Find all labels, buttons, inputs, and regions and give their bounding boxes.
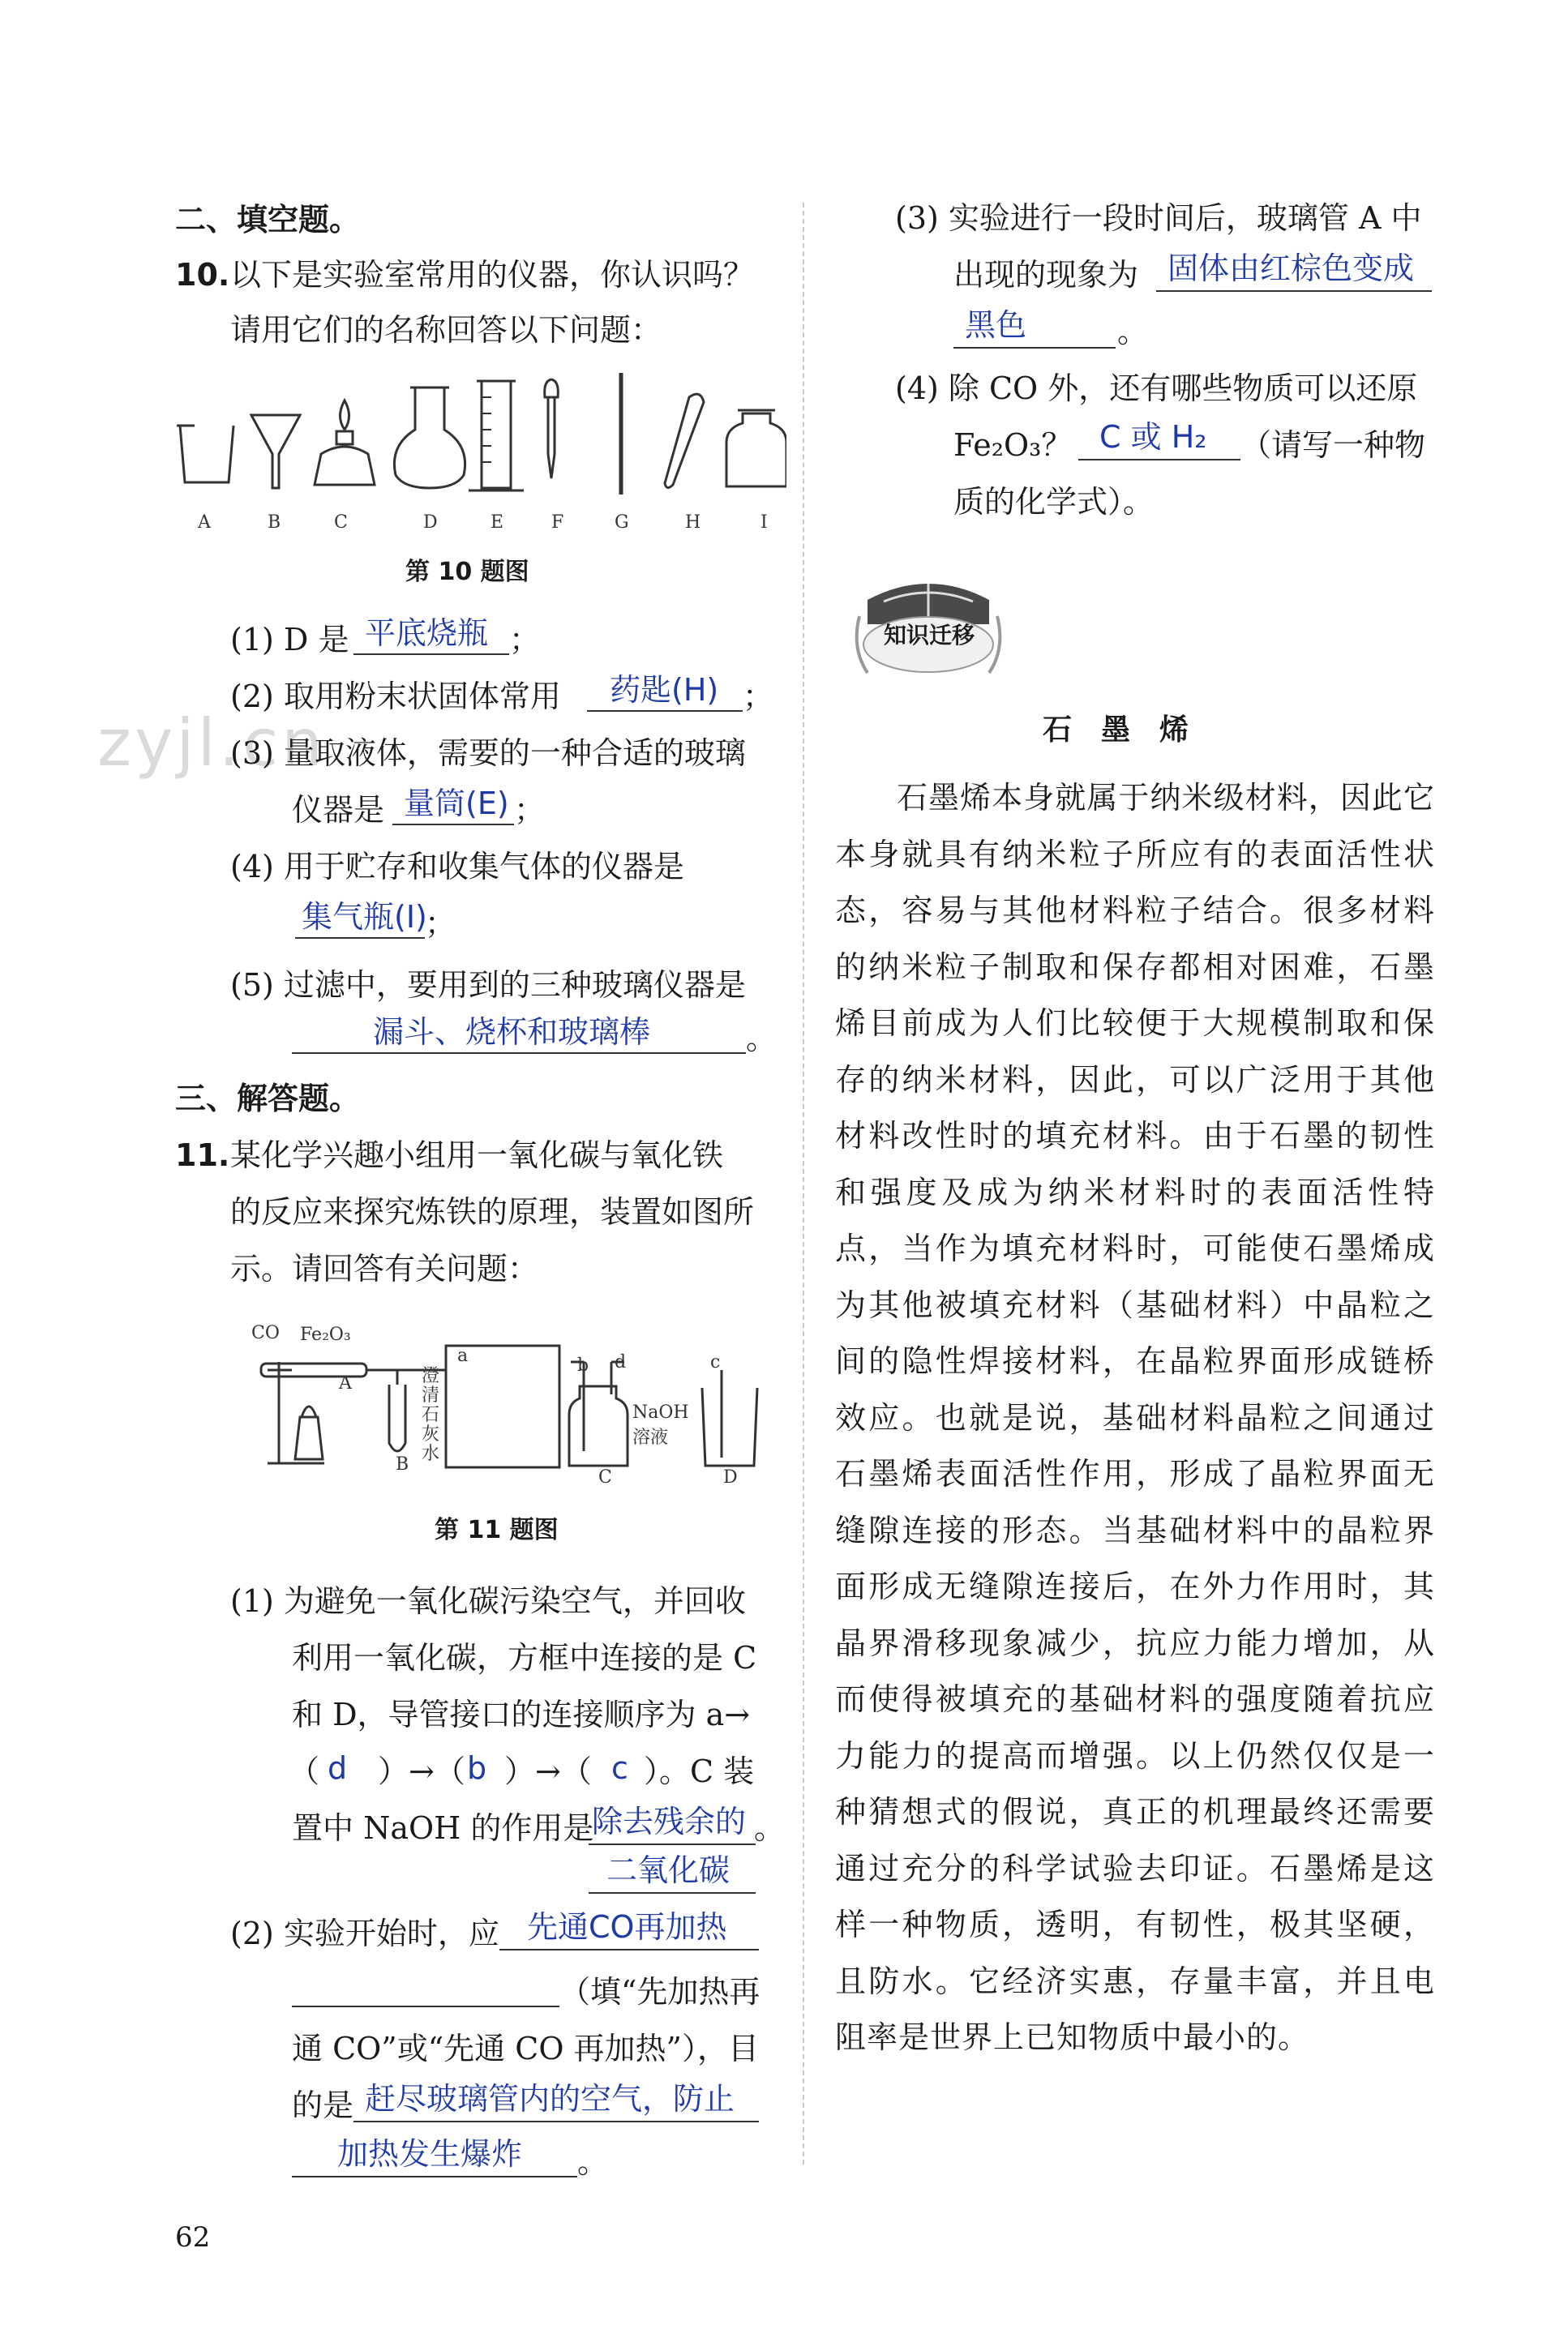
fig-label-limewater: 澄 [422,1366,440,1386]
instrument-label-f: F [551,512,564,533]
answer-line [499,1949,759,1950]
page-number: 62 [175,2221,211,2254]
figure10-caption: 第 10 题图 [405,558,529,586]
arrow-text: ）→（ [504,1754,592,1789]
instrument-label-e: E [491,512,504,533]
badge-label: 知识迁移 [884,622,975,649]
q11-part4-fe2o3: Fe₂O₃？ [953,427,1073,463]
q11-answer-purpose-a: 赶尽玻璃管内的空气，防止 [365,2081,735,2117]
q10-line2: 请用它们的名称回答以下问题： [230,312,662,348]
punctuation: ； [514,792,546,828]
fig-label-d: D [723,1467,738,1488]
q11-answer-c: c [611,1750,628,1786]
answer-line [589,1843,756,1845]
punctuation: 。 [746,1021,778,1056]
q11-part1-line1: (1) 为避免一氧化碳污染空气，并回收 [230,1583,746,1619]
q10-line1: 以下是实验室常用的仪器，你认识吗？ [230,257,755,293]
fig-label-port-b: b [577,1355,589,1376]
fig-label-solution: 溶液 [632,1428,669,1448]
answer-line [295,937,425,939]
answer-line [392,824,514,825]
fig-label-port-c: c [710,1352,721,1372]
fig-label-limewater: 清 [422,1385,440,1406]
q11-answer-phenomenon-b: 黑色 [965,307,1027,343]
gas-bottle-icon [726,410,786,486]
q11-part1-line5: 置中 NaOH 的作用是 [292,1810,594,1846]
funnel-icon [251,415,300,488]
q11-answer-role1: 除去残余的 [592,1804,747,1839]
punctuation: 。 [754,1810,786,1846]
q11-part1-tail: ）。C 装 [644,1754,755,1789]
q11-part4-line2b: （请写一种物 [1240,427,1426,463]
fig-label-naoh: NaOH [632,1402,689,1423]
instrument-label-c: C [334,512,348,533]
alcohol-lamp-icon [315,400,375,485]
arrow-text: ）→（ [378,1754,465,1789]
q11-answer-b: b [467,1750,487,1786]
q10-number: 10. [175,257,230,293]
q11-part2-line3: 通 CO”或“先通 CO 再加热”），目 [292,2031,759,2066]
instrument-label-b: B [268,512,281,533]
punctuation: ； [425,906,456,941]
answer-line [292,1052,746,1054]
fig-label-a: A [339,1373,352,1394]
q11-part3-line1: (3) 实验进行一段时间后，玻璃管 A 中 [895,200,1422,236]
q11-answer-purpose-b: 加热发生爆炸 [337,2136,523,2172]
q10-part3-answer: 量筒(E) [404,786,509,821]
instruments-figure [170,365,786,535]
q11-line3: 示。请回答有关问题： [230,1251,539,1287]
fig-label-limewater: 灰 [422,1424,440,1445]
q10-part1-answer: 平底烧瓶 [365,615,489,651]
q11-answer-order: 先通CO再加热 [527,1909,727,1945]
q11-answer-role2: 二氧化碳 [606,1852,730,1888]
q11-part1-line2: 利用一氧化碳，方框中连接的是 C [292,1640,757,1676]
q11-part4-line1: (4) 除 CO 外，还有哪些物质可以还原 [895,370,1418,406]
answer-line [1156,290,1432,292]
q11-answer-d: d [328,1750,348,1786]
punctuation: 。 [1117,314,1149,349]
beaker-icon [177,426,233,482]
section3-heading: 三、解答题。 [175,1081,361,1116]
fig-label-fe2o3: Fe₂O₃ [300,1325,351,1345]
q11-line2: 的反应来探究炼铁的原理，装置如图所 [230,1194,755,1230]
q10-part5-text: (5) 过滤中，要用到的三种玻璃仪器是 [230,967,746,1003]
q11-part2-line2: （填“先加热再 [559,1974,760,2010]
q11-part3-line2: 出现的现象为 [953,257,1139,293]
q11-number: 11. [175,1137,230,1173]
column-divider [803,203,804,2165]
fig-label-b: B [396,1454,409,1475]
flat-flask-icon [394,388,465,488]
punctuation: ； [743,679,774,714]
answer-line [953,347,1116,349]
answer-line [1078,459,1240,460]
q11-part2-line4: 的是 [292,2088,354,2123]
answer-line [589,1892,756,1894]
figure11-caption: 第 11 题图 [435,1516,559,1544]
dropper-icon [545,379,559,478]
q11-part2-line1: (2) 实验开始时，应 [230,1916,499,1951]
article-title: 石 墨 烯 [1043,713,1189,747]
answer-line [353,2121,759,2122]
fig-label-co: CO [251,1323,280,1343]
instrument-label-i: I [760,512,768,533]
medicine-spoon-icon [665,394,704,487]
instrument-label-h: H [685,512,701,533]
q10-part4-answer: 集气瓶(I) [302,899,427,935]
answer-line [292,2176,577,2177]
q10-part5-answer: 漏斗、烧杯和玻璃棒 [373,1014,651,1050]
fig-label-port-d: d [615,1352,627,1372]
answer-line [292,2006,559,2007]
q11-answer-phenomenon-a: 固体由红棕色变成 [1167,250,1415,286]
q10-part3-text-b: 仪器是 [292,792,385,828]
section2-heading: 二、填空题。 [175,202,361,238]
instrument-label-a: A [198,512,211,533]
fig-label-limewater: 石 [422,1405,440,1425]
article-body: 石墨烯本身就属于纳米级材料，因此它本身就具有纳米粒子所应有的表面活性状态，容易与其他材料粒子结合。很多材料的纳米粒子制取和保存都相对困难，石墨烯目前成为人们比较便于大规模制取和保存的纳米材料，因此，可以广泛用于其他材料改性时的填充材料。由于石墨的韧性和强度及成为纳米材料时的表面活性特点，当作为填充材料时，可能使石墨烯成为其他被填充材料（基础材料）中晶粒之间的隐性焊接材料，在晶粒界面形成链桥效应。也就是说，基础材料晶粒之间通过石墨烯表面活性作用，形成了晶粒界面无缝隙连接的形态。当基础材料中的晶粒界面形成无缝隙连接后，在外力作用时，其晶界滑移现象减少，抗应力能力增加，从而使得被填充的基础材料的强度随着抗应力能力的提高而增强。以上仍然仅仅是一种猜想式的假说，真正的机理最终还需要通过充分的科学试验去印证。石墨烯是这样一种物质，透明，有韧性，极其坚硬，且防水。它经济实惠，存量丰富，并且电阻率是世界上已知物质中最小的。 [835,780,1435,2055]
q11-answer-reducer: C 或 H₂ [1099,419,1207,455]
answer-line [587,710,743,712]
fig-label-port-a: a [457,1346,469,1366]
q11-part4-line3: 质的化学式）。 [953,484,1155,520]
fig-label-c: C [598,1467,612,1488]
punctuation: ； [509,622,541,657]
instrument-label-d: D [423,512,438,533]
q10-part4-text: (4) 用于贮存和收集气体的仪器是 [230,849,684,884]
answer-line [353,653,509,655]
q10-part3-text: (3) 量取液体，需要的一种合适的玻璃 [230,735,746,771]
q10-part2-text: (2) 取用粉末状固体常用 [230,679,561,714]
paren: （ [289,1754,320,1789]
punctuation: 。 [577,2144,609,2180]
instrument-label-g: G [615,512,629,533]
q10-part1-text: (1) D 是 [230,622,349,657]
q11-line1: 某化学兴趣小组用一氧化碳与氧化铁 [230,1137,724,1173]
q10-part2-answer: 药匙(H) [610,672,719,708]
graduated-cylinder-icon [469,381,524,490]
watermark: zyjl.cn [97,705,326,781]
q11-part1-line3: 和 D，导管接口的连接顺序为 a→ [292,1697,751,1732]
fig-label-limewater: 水 [422,1444,440,1464]
